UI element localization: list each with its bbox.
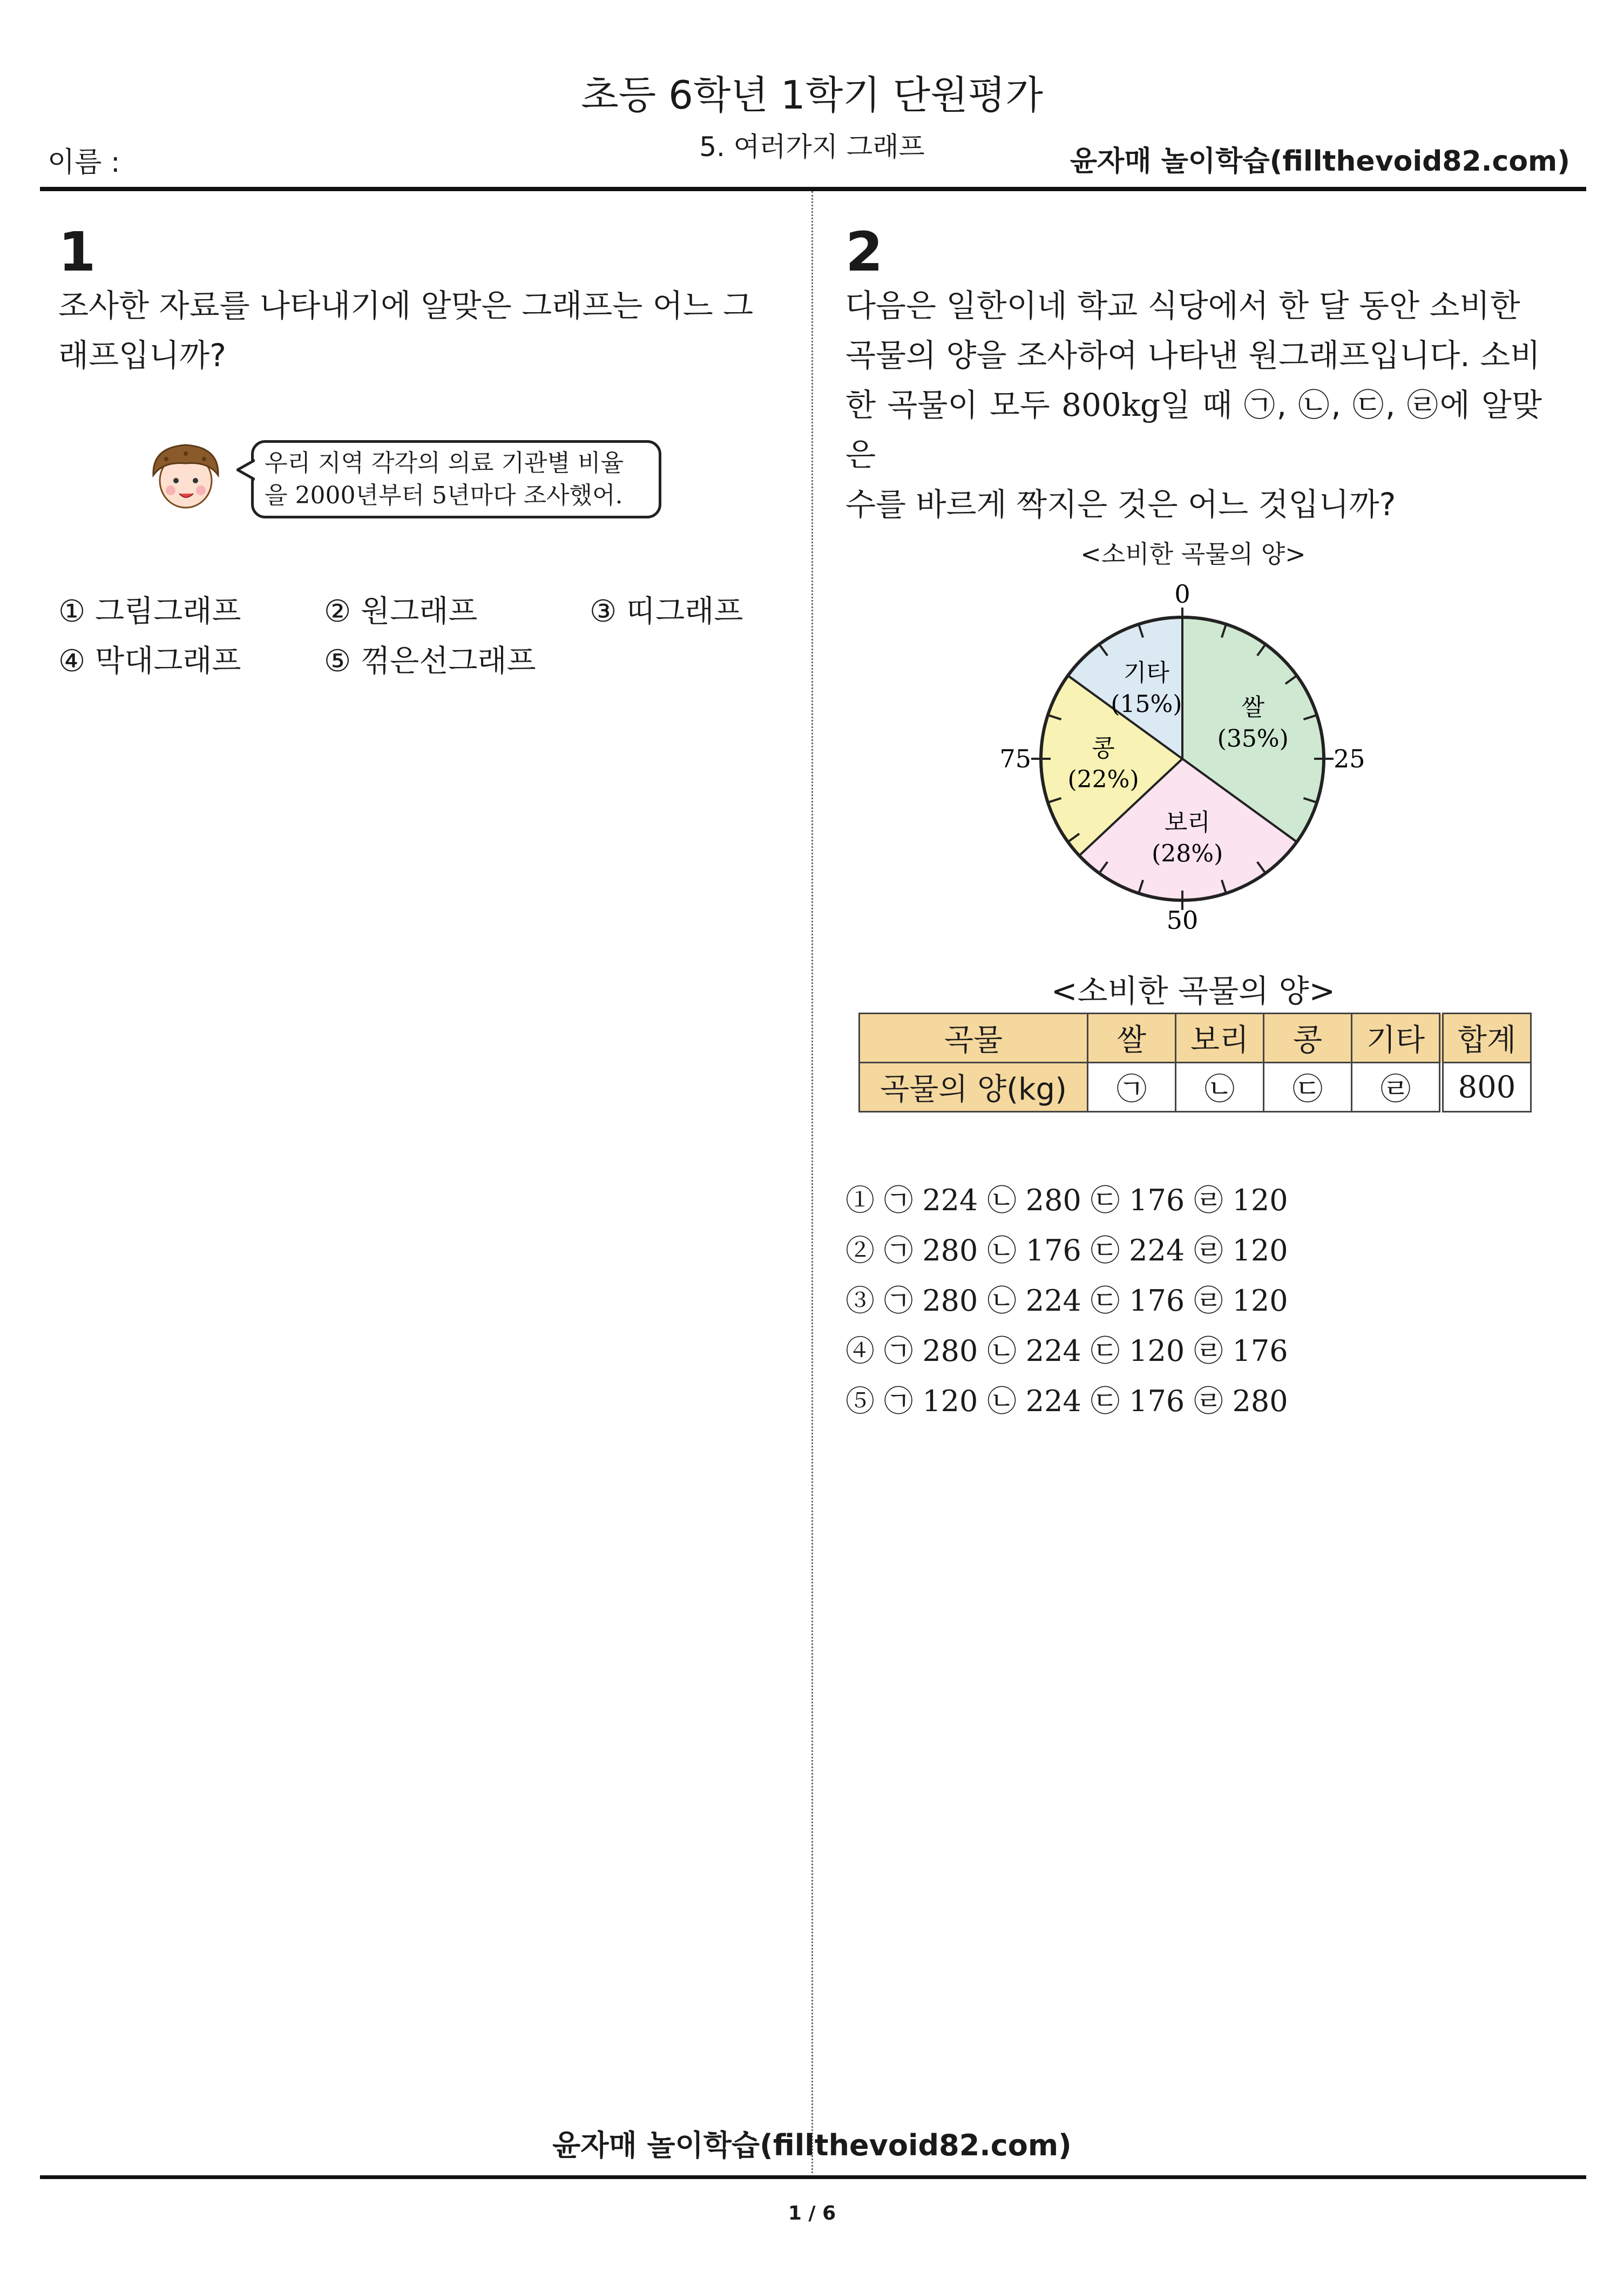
question-1-number: 1 [58,220,96,284]
pie-label-category: 보리 [1164,808,1210,837]
q2-option-4[interactable]: ④ ㉠ 280 ㉡ 224 ㉢ 120 ㉣ 176 [845,1334,1288,1368]
question-1-line-1: 조사한 자료를 나타내기에 알맞은 그래프는 어느 그 [58,287,754,324]
pie-label-percent: (28%) [1152,840,1223,868]
table-header-cell: 보리 [1176,1014,1264,1063]
table-cell: ㉡ [1176,1063,1264,1112]
total-amount: 800kg [1061,387,1161,423]
q2-option-5[interactable]: ⑤ ㉠ 120 ㉡ 224 ㉢ 176 ㉣ 280 [845,1384,1288,1418]
table-cell: ㉢ [1264,1063,1352,1112]
scale-label-25: 25 [1334,744,1365,773]
table-header-row [860,1014,1531,1063]
scale-label-50: 50 [1166,906,1199,935]
speech-bubble-text [265,447,653,512]
table-header-cell: 쌀 [1088,1014,1176,1063]
page-number: 1 / 6 [788,2202,836,2224]
name-label: 이름 : [48,146,120,179]
speech-line-1: 우리 지역 각각의 의료 기관별 비율 [265,449,624,477]
table-header-cell: 콩 [1264,1014,1352,1063]
question-2-number: 2 [845,220,883,284]
q2-option-2[interactable]: ② ㉠ 280 ㉡ 176 ㉢ 224 ㉣ 120 [845,1233,1288,1267]
table-cell: ㉠ [1088,1063,1176,1112]
footer-rule [40,2175,1586,2179]
question-2-text [845,281,1542,529]
header-rule [40,187,1586,191]
table-cell: ㉣ [1352,1063,1442,1112]
pie-label-percent: (35%) [1217,725,1289,753]
question-1-text [58,281,755,380]
pie-label-percent: (15%) [1111,690,1182,718]
pie-label-category: 콩 [1092,734,1115,763]
table-title: <소비한 곡물의 양> [1051,973,1336,1009]
grain-pie-chart [988,572,1398,950]
question-2-line-4: 수를 바르게 짝지은 것은 어느 것입니까? [845,486,1396,523]
question-2-line-1: 다음은 일한이네 학교 식당에서 한 달 동안 소비한 [845,287,1520,324]
pie-label-category: 쌀 [1241,693,1264,721]
header-brand: 윤자매 놀이학습(fillthevoid82.com) [1070,145,1570,178]
table-header-cell: 합계 [1442,1014,1531,1063]
question-2-line-2: 곡물의 양을 조사하여 나타낸 원그래프입니다. 소비 [845,337,1541,374]
page-title: 초등 6학년 1학기 단원평가 [581,72,1043,118]
student-avatar [141,437,231,513]
speech-bubble-tail [236,459,255,481]
table-cell-total: 800 [1442,1063,1531,1112]
speech-line-2: 을 2000년부터 5년마다 조사했어. [265,482,623,509]
question-1-line-2: 래프입니까? [58,337,226,374]
unit-subtitle: 5. 여러가지 그래프 [699,131,925,163]
footer-brand: 윤자매 놀이학습(fillthevoid82.com) [552,2128,1072,2162]
question-2-line-3: 한 곡물이 모두 800kg일 때 ㉠, ㉡, ㉢, ㉣에 알맞은 [845,387,1542,473]
table-row [860,1063,1531,1112]
grain-table [858,1013,1532,1112]
q1-choice-3[interactable]: ③ 띠그래프 [590,594,743,629]
table-header-cell: 기타 [1352,1014,1442,1063]
pie-label-category: 기타 [1123,659,1169,687]
scale-label-0: 0 [1174,579,1190,609]
pie-label-percent: (22%) [1067,766,1139,794]
pie-chart-title: <소비한 곡물의 양> [1080,540,1306,569]
q1-choice-5[interactable]: ⑤ 꺾은선그래프 [324,644,536,679]
q2-option-3[interactable]: ③ ㉠ 280 ㉡ 224 ㉢ 176 ㉣ 120 [845,1284,1288,1318]
column-divider [811,191,813,2173]
q1-choice-2[interactable]: ② 원그래프 [324,594,478,629]
q1-choice-1[interactable]: ① 그림그래프 [58,594,241,629]
table-header-cell: 곡물 [860,1014,1088,1063]
q2-option-1[interactable]: ① ㉠ 224 ㉡ 280 ㉢ 176 ㉣ 120 [845,1183,1288,1217]
scale-label-75: 75 [999,744,1031,773]
table-row-label: 곡물의 양(kg) [860,1063,1088,1112]
q1-choice-4[interactable]: ④ 막대그래프 [58,644,241,679]
